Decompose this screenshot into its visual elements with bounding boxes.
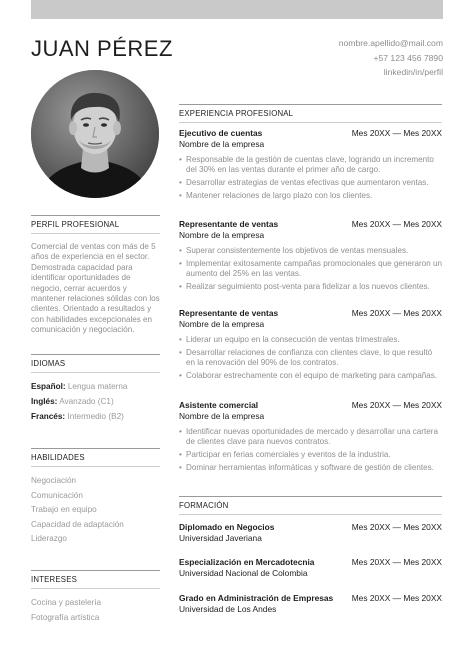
education-date: Mes 20XX — Mes 20XX <box>351 593 442 603</box>
job-company: Nombre de la empresa <box>179 318 265 329</box>
job-title: Representante de ventas <box>179 219 279 229</box>
education-degree: Diplomado en Negocios <box>179 522 275 532</box>
top-bar <box>31 0 443 19</box>
job-bullet: • Responsable de la gestión de cuentas clave, logrando un incremento del 30% en las ventas durante el primer año de cargo. <box>179 155 442 175</box>
education-school: Universidad Nacional de Colombia <box>179 567 308 578</box>
job-entry <box>179 308 442 384</box>
experience-heading: EXPERIENCIA PROFESIONAL <box>179 104 442 123</box>
phone-text: +57 123 456 7890 <box>373 52 443 63</box>
job-bullet: • Identificar nuevas oportunidades de mercado y desarrollar una cartera de clientes clave para nuevos contratos. <box>179 427 442 447</box>
interest-item: Cocina y pastelería <box>31 598 102 607</box>
job-bullet: • Desarrollar estrategias de ventas efectivas que aumentaron ventas. <box>179 178 442 188</box>
education-entry <box>179 557 442 578</box>
job-title: Ejecutivo de cuentas <box>179 128 263 138</box>
job-entry <box>179 128 442 204</box>
skill-item: Negociación <box>31 476 77 485</box>
job-date: Mes 20XX — Mes 20XX <box>351 128 442 138</box>
skills-section <box>31 448 160 547</box>
language-item: Español: Lengua materna <box>31 382 128 391</box>
education-date: Mes 20XX — Mes 20XX <box>351 557 442 567</box>
job-date: Mes 20XX — Mes 20XX <box>351 308 442 318</box>
skills-list <box>31 474 160 547</box>
job-title: Representante de ventas <box>179 308 279 318</box>
skill-item: Liderazgo <box>31 534 67 544</box>
education-section <box>179 496 442 515</box>
interests-heading: INTERESES <box>31 570 160 589</box>
language-item: Inglés: Avanzado (C1) <box>31 397 114 406</box>
job-date: Mes 20XX — Mes 20XX <box>351 400 442 410</box>
languages-section <box>31 354 160 424</box>
job-bullet: • Participar en ferias comerciales y eventos de la industria. <box>179 450 442 460</box>
email-text: nombre.apellido@mail.com <box>338 38 443 48</box>
job-bullet: • Implementar exitosamente campañas promocionales que generaron un aumento del 25% en las ventas. <box>179 259 442 279</box>
job-entry <box>179 219 442 295</box>
job-company: Nombre de la empresa <box>179 138 265 149</box>
profile-photo <box>31 70 159 198</box>
job-title: Asistente comercial <box>179 400 259 410</box>
job-bullet: • Mantener relaciones de largo plazo con los clientes. <box>179 191 442 201</box>
education-school: Universidad Javeriana <box>179 532 262 543</box>
languages-list <box>31 379 160 424</box>
job-company: Nombre de la empresa <box>179 229 265 240</box>
candidate-name: JUAN PÉREZ <box>31 36 173 61</box>
job-bullet: • Dominar herramientas informáticas y software de gestión de clientes. <box>179 463 442 473</box>
language-item: Francés: Intermedio (B2) <box>31 412 124 421</box>
experience-section <box>179 104 442 123</box>
education-degree: Especialización en Mercadotecnia <box>179 557 315 567</box>
education-heading: FORMACIÓN <box>179 496 442 515</box>
languages-heading: IDIOMAS <box>31 354 160 373</box>
education-entry <box>179 593 442 614</box>
profile-text: Comercial de ventas con más de 5 años de experiencia en el sector. Demostrada capacidad para identificar oportunidades de negocio, cerrar acuerdos y mantener relaciones sólidas con los clientes. Orientado a resultados y con habilidades excepcionales en comunicación y negociación. <box>31 242 160 335</box>
interests-list <box>31 596 160 625</box>
job-entry <box>179 400 442 476</box>
education-date: Mes 20XX — Mes 20XX <box>351 522 442 532</box>
interest-item: Fotografía artística <box>31 612 100 622</box>
interests-section <box>31 570 160 625</box>
job-bullet: • Colaborar estrechamente con el equipo de marketing para campañas. <box>179 371 442 381</box>
job-bullet: • Desarrollar relaciones de confianza con clientes clave, lo que resultó en la renovación del 90% de los contratos. <box>179 348 442 368</box>
job-company: Nombre de la empresa <box>179 410 265 421</box>
education-school: Universidad de Los Andes <box>179 603 277 614</box>
education-degree: Grado en Administración de Empresas <box>179 593 334 603</box>
job-bullet: • Liderar un equipo en la consecución de ventas trimestrales. <box>179 335 442 345</box>
skill-item: Capacidad de adaptación <box>31 519 124 529</box>
job-date: Mes 20XX — Mes 20XX <box>351 219 442 229</box>
skill-item: Trabajo en equipo <box>31 505 97 515</box>
job-bullet: • Realizar seguimiento post-venta para fidelizar a los nuevos clientes. <box>179 282 442 292</box>
job-bullet: • Superar consistentemente los objetivos de ventas mensuales. <box>179 246 442 256</box>
contact-block <box>339 36 443 80</box>
education-entry <box>179 522 442 543</box>
profile-section <box>31 215 160 336</box>
skill-item: Comunicación <box>31 490 83 500</box>
profile-heading: PERFIL PROFESIONAL <box>31 215 160 234</box>
linkedin-text: linkedin/in/perfil <box>383 67 443 77</box>
skills-heading: HABILIDADES <box>31 448 160 467</box>
